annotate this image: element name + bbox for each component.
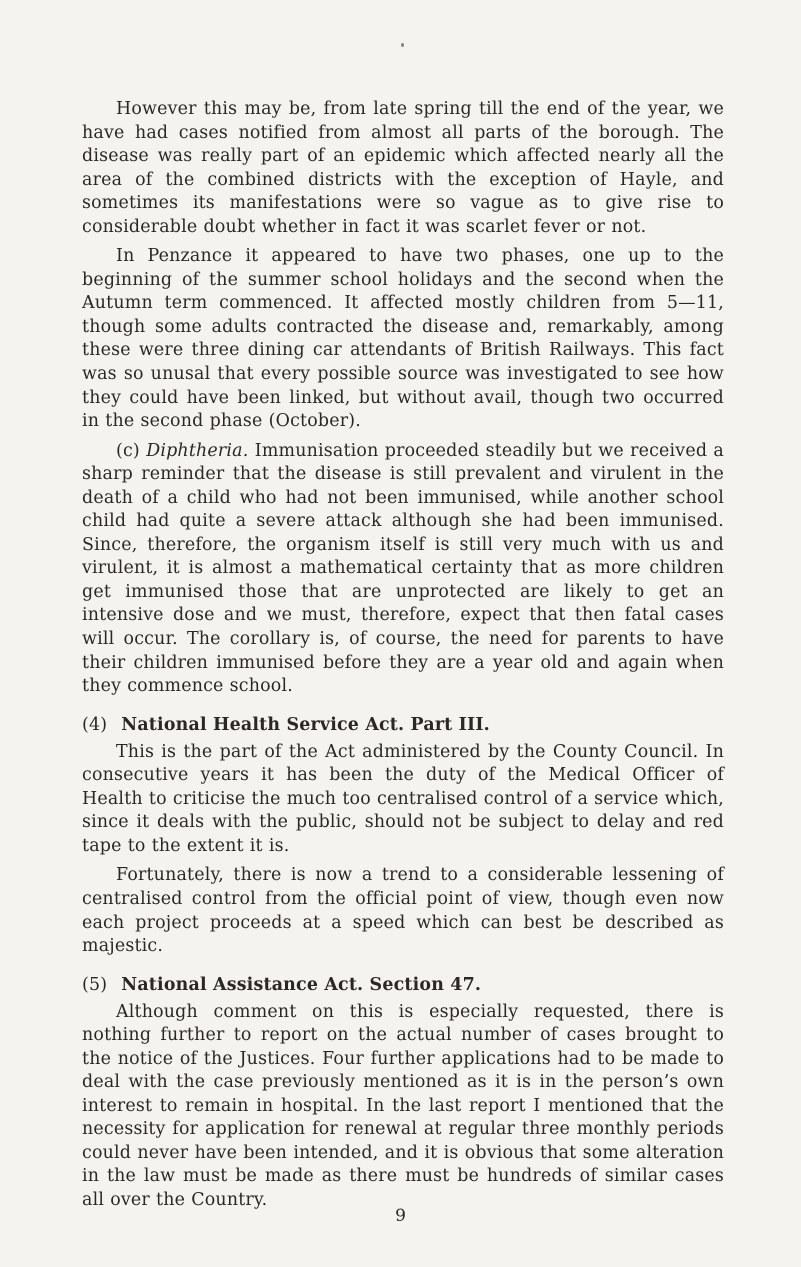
section-4-title: National Health Service Act. Part III. xyxy=(121,714,490,735)
paragraph-penzance-phases: In Penzance it appeared to have two phases, one up to the beginning of the summer school holidays and the second when the Autumn term commenced. It affected mostly children from 5—11, though some adults contracted the disease and, remarkably, among these were three dining car attendants of British Railways. This fact was so unusal that every possible source was investigated to see how they could have been linked, but without avail, though two occurred in the second phase (October). xyxy=(82,246,724,432)
section-4-heading xyxy=(82,713,724,737)
section-5-heading xyxy=(82,973,724,997)
paragraph-scarlet-fever: However this may be, from late spring till the end of the year, we have had cases notified from almost all parts of the borough. The disease was really part of an epidemic which affected nearly all the area of the combined districts with the exception of Hayle, and sometimes its manifestations were so vague as to give rise to considerable doubt whether in fact it was scarlet fever or not. xyxy=(82,99,724,237)
section-4-paragraph-1: This is the part of the Act administered by the County Council. In consecutive years it has been the duty of the Medical Officer of Health to criticise the much too centralised control of a service which, since it deals with the public, should not be subject to delay and red tape to the extent it is. xyxy=(82,741,724,856)
diphtheria-body: Immunisation proceeded steadily but we received a sharp reminder that the disease is still prevalent and virulent in the death of a child who had not been immunised, while another school child had quite a severe attack although she had been immunised. Since, therefore, the organism itself is still very much with us and virulent, it is almost a mathematical certainty that as more children get immunised those that are unprotected are likely to get an intensive dose and we must, therefore, expect that then fatal cases will occur. The corollary is, of course, the need for parents to have their children immunised before they are a year old and again when they commence school. xyxy=(82,440,724,697)
section-4-paragraph-2: Fortunately, there is now a trend to a considerable lessening of centralised control from the official point of view, though even now each project proceeds at a speed which can best be described as majestic. xyxy=(82,865,724,957)
diphtheria-label: (c) xyxy=(116,440,140,461)
section-4-number: (4) xyxy=(82,714,108,735)
document-page xyxy=(82,98,724,1213)
paragraph-diphtheria xyxy=(82,440,724,699)
diphtheria-title: Diphtheria. xyxy=(146,440,249,461)
section-5-number: (5) xyxy=(82,974,108,995)
page-number: 9 xyxy=(395,1206,406,1226)
scan-speck xyxy=(401,43,404,47)
section-5-paragraph-1: Although comment on this is especially requested, there is nothing further to report on the actual number of cases brought to the notice of the Justices. Four further applications had to be made to deal with the case previously mentioned as it is in the person’s own interest to remain in hospital. In the last report I mentioned that the necessity for application for renewal at regular three monthly periods could never have been intended, and it is obvious that some alteration in the law must be made as there must be hundreds of similar cases all over the Country. xyxy=(82,1001,724,1210)
section-5-title: National Assistance Act. Section 47. xyxy=(121,974,482,995)
